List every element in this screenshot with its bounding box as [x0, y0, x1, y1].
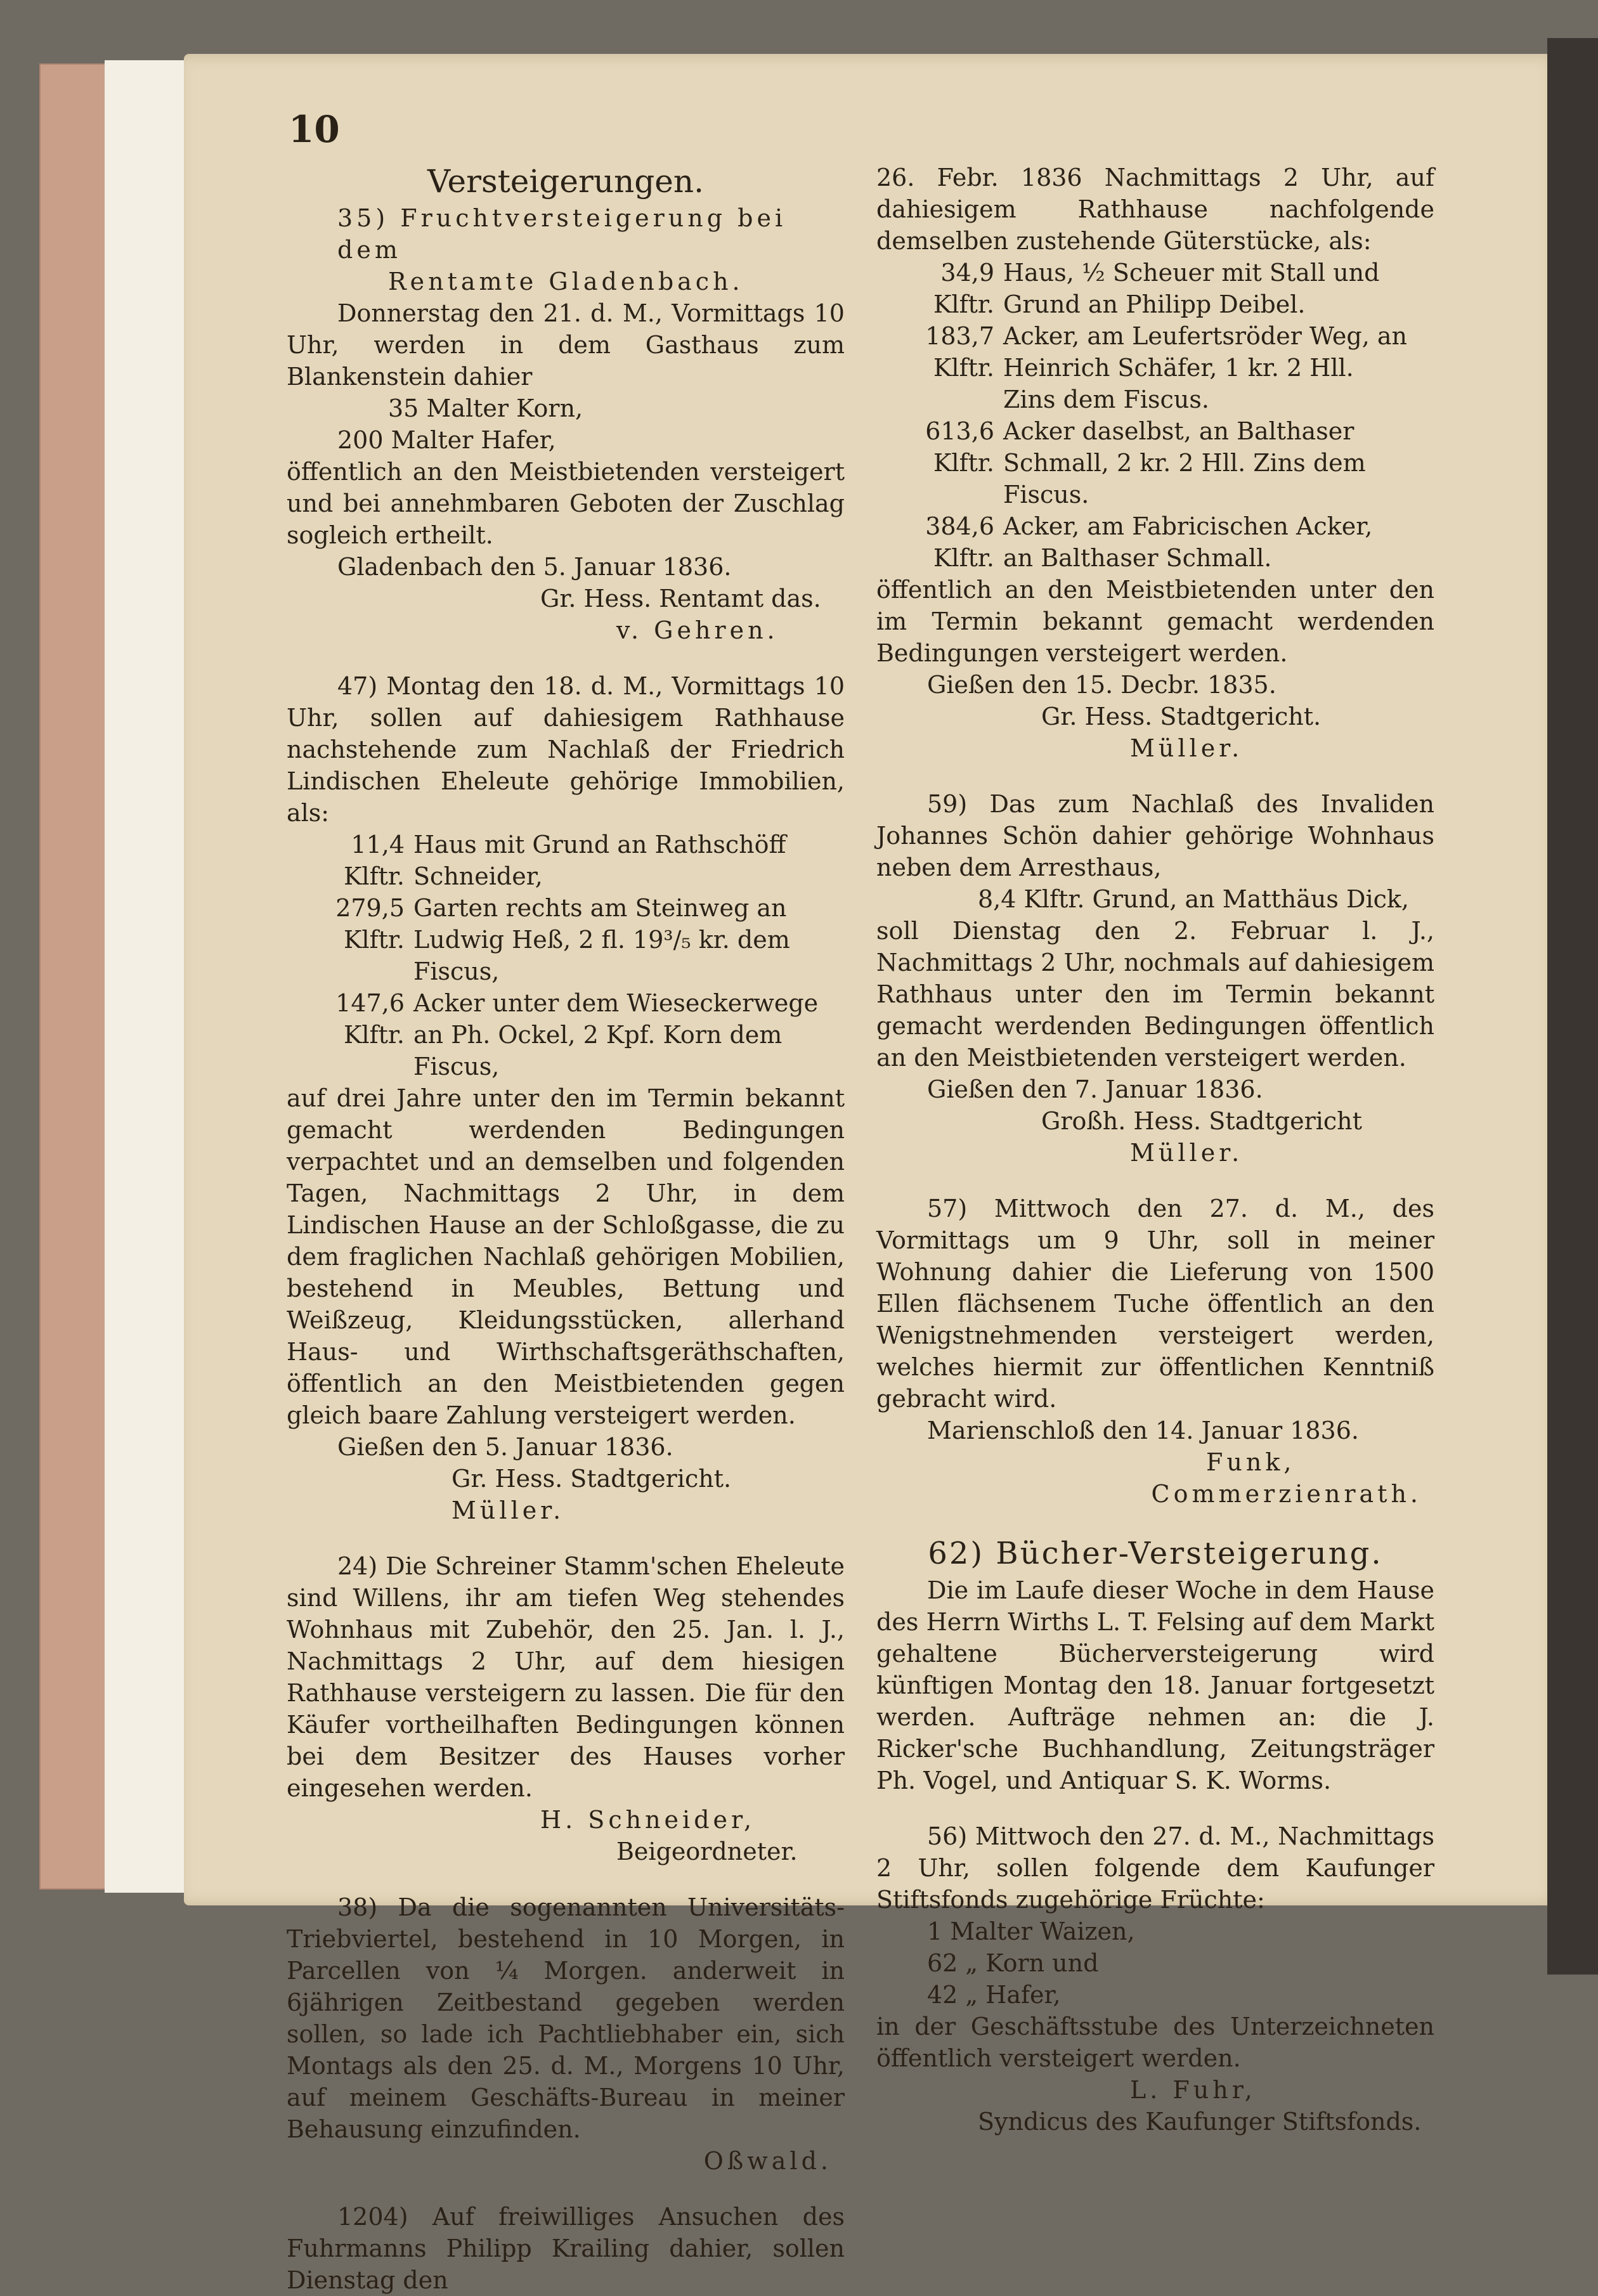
notice-1204-body: 1204) Auf freiwilliges Ansuchen des Fuhrmanns Philipp Krailing dahier, sollen Dienstag den: [287, 2203, 845, 2294]
notice-57-signature: Funk,: [1206, 1448, 1296, 1476]
spacer: [287, 646, 845, 670]
entry-text: Haus mit Grund an Rathschöff Schneider,: [413, 831, 786, 890]
notice-56-item: 42 „ Hafer,: [927, 1981, 1061, 2009]
notice-56-item: 1 Malter Waizen,: [927, 1917, 1135, 1945]
notice-35-item: 35 Malter Korn,: [388, 394, 583, 422]
entry-text: Acker, am Fabricischen Acker, an Balthaser Schmall.: [1003, 512, 1373, 572]
notice-59-signature: Müller.: [1130, 1139, 1244, 1167]
spacer: [876, 1796, 1434, 1820]
page-number: 10: [289, 108, 340, 151]
entry-text: Garten rechts am Steinweg an Ludwig Heß, 2 fl. 19³/₅ kr. dem Fiscus,: [413, 894, 790, 985]
notice-continued-entry: [876, 415, 1434, 510]
left-column: [287, 162, 845, 2296]
notice-35-body: öffentlich an den Meistbietenden versteigert und bei annehmbaren Geboten der Zuschlag sogleich ertheilt.: [287, 458, 845, 549]
entry-area: 183,7 Klftr.: [925, 322, 994, 382]
entry-area: 613,6 Klftr.: [925, 417, 994, 477]
notice-35-place-date: Gladenbach den 5. Januar 1836.: [337, 553, 732, 581]
right-column: [876, 162, 1434, 2137]
notice-35-office: Gr. Hess. Rentamt das.: [540, 585, 821, 613]
section-heading: Versteigerungen.: [427, 163, 704, 200]
entry-text: Acker, am Leufertsröder Weg, an Heinrich Schäfer, 1 kr. 2 Hll. Zins dem Fiscus.: [1003, 322, 1408, 413]
notice-57-title: Commerzienrath.: [1151, 1480, 1422, 1508]
spacer: [876, 1169, 1434, 1193]
entry-area: 34,9 Klftr.: [933, 259, 994, 318]
notice-35-signature: v. Gehren.: [616, 616, 779, 644]
notice-47-entry: [287, 829, 845, 892]
notice-continued-place-date: Gießen den 15. Decbr. 1835.: [927, 671, 1276, 699]
notice-47-office: Gr. Hess. Stadtgericht.: [451, 1465, 732, 1493]
notice-continued-body: 26. Febr. 1836 Nachmittags 2 Uhr, auf dahiesigem Rathhause nachfolgende demselben zustehende Güterstücke, als:: [876, 164, 1434, 255]
notice-59-place-date: Gießen den 7. Januar 1836.: [927, 1075, 1263, 1103]
notice-59-body: soll Dienstag den 2. Februar l. J., Nachmittags 2 Uhr, nochmals auf dahiesigem Rathhaus unter den im Termin bekannt gemacht werdenden Bedingungen öffentlich an den Meistbietenden versteigert werden.: [876, 917, 1434, 1072]
notice-38-signature: Oßwald.: [703, 2147, 832, 2175]
notice-35-title: 35) Fruchtversteigerung bei dem: [337, 204, 787, 264]
notice-47-place-date: Gießen den 5. Januar 1836.: [337, 1433, 673, 1461]
notice-35-body: Donnerstag den 21. d. M., Vormittags 10 Uhr, werden in dem Gasthaus zum Blankenstein dahier: [287, 299, 845, 391]
notice-56-signature: L. Fuhr,: [1130, 2076, 1256, 2104]
entry-text: Acker daselbst, an Balthaser Schmall, 2 kr. 2 Hll. Zins dem Fiscus.: [1003, 417, 1366, 509]
notice-59-office: Großh. Hess. Stadtgericht: [1041, 1107, 1362, 1135]
notice-continued-signature: Müller.: [1130, 734, 1244, 762]
notice-56-body: 56) Mittwoch den 27. d. M., Nachmittags 2 Uhr, sollen folgende dem Kaufunger Stiftsfonds zugehörige Früchte:: [876, 1822, 1434, 1914]
notice-continued-office: Gr. Hess. Stadtgericht.: [1041, 703, 1322, 730]
entry-area: 11,4 Klftr.: [344, 831, 405, 890]
entry-text: Haus, ½ Scheuer mit Stall und Grund an Philipp Deibel.: [1003, 259, 1380, 318]
spacer: [287, 1867, 845, 1891]
notice-59-body: 59) Das zum Nachlaß des Invaliden Johannes Schön dahier gehörige Wohnhaus neben dem Arresthaus,: [876, 790, 1434, 881]
spacer: [876, 1510, 1434, 1534]
notice-56-body: in der Geschäftsstube des Unterzeichneten öffentlich versteigert werden.: [876, 2013, 1434, 2072]
notice-62-body: Die im Laufe dieser Woche in dem Hause des Herrn Wirths L. T. Felsing auf dem Markt gehaltene Bücherversteigerung wird künftigen Montag den 18. Januar fortgesetzt werden. Aufträge nehmen an: die J. Ricker'sche Buchhandlung, Zeitungsträger Ph. Vogel, und Antiquar S. K. Worms.: [876, 1576, 1434, 1794]
spacer: [287, 2177, 845, 2201]
notice-24-body: 24) Die Schreiner Stamm'schen Eheleute sind Willens, ihr am tiefen Weg stehendes Wohnhaus mit Zubehör, den 25. Jan. l. J., Nachmittags 2 Uhr, auf dem hiesigen Rathhause versteigern zu lassen. Die für den Käufer vortheilhaften Bedingungen können bei dem Besitzer des Hauses vorher eingesehen werden.: [287, 1552, 845, 1802]
notice-47-signature: Müller.: [451, 1496, 565, 1524]
notice-59-item: 8,4 Klftr. Grund, an Matthäus Dick,: [978, 885, 1409, 913]
notice-continued-entry: [876, 510, 1434, 574]
book-spine: [1547, 38, 1598, 1975]
notice-continued-body: öffentlich an den Meistbietenden unter den im Termin bekannt gemacht werdenden Bedingungen versteigert werden.: [876, 576, 1434, 667]
notice-47-entry: [287, 892, 845, 987]
notice-56-item: 62 „ Korn und: [927, 1949, 1099, 1977]
notice-continued-entry: [876, 257, 1434, 320]
entry-area: 147,6 Klftr.: [335, 989, 405, 1049]
notice-38-body: 38) Da die sogenannten Universitäts-Triebviertel, bestehend in 10 Morgen, in Parcellen von ¼ Morgen. anderweit in 6jährigen Zeitbestand gegeben werden sollen, so lade ich Pachtliebhaber ein, sich Montags als den 25. d. M., Morgens 10 Uhr, auf meinem Geschäfts-Bureau in meiner Behausung einzufinden.: [287, 1893, 845, 2143]
notice-57-place-date: Marienschloß den 14. Januar 1836.: [927, 1417, 1359, 1444]
entry-text: Acker unter dem Wieseckerwege an Ph. Ockel, 2 Kpf. Korn dem Fiscus,: [413, 989, 819, 1080]
entry-area: 279,5 Klftr.: [335, 894, 405, 954]
notice-62-heading: 62) Bücher-Versteigerung.: [928, 1536, 1383, 1571]
notice-57-body: 57) Mittwoch den 27. d. M., des Vormittags um 9 Uhr, soll in meiner Wohnung dahier die Lieferung von 1500 Ellen flächsenem Tuche öffentlich an den Wenigstnehmenden versteigert werden, welches hiermit zur öffentlichen Kenntniß gebracht wird.: [876, 1195, 1434, 1413]
notice-24-signature: H. Schneider,: [540, 1806, 756, 1834]
notice-47-body: 47) Montag den 18. d. M., Vormittags 10 Uhr, sollen auf dahiesigem Rathhause nachstehende zum Nachlaß der Friedrich Lindischen Eheleute gehörige Immobilien, als:: [287, 672, 845, 827]
notice-35-subtitle: Rentamte Gladenbach.: [388, 268, 744, 295]
spacer: [287, 1526, 845, 1550]
notice-35-item: 200 Malter Hafer,: [337, 426, 556, 454]
notice-47-entry: [287, 987, 845, 1082]
entry-area: 384,6 Klftr.: [925, 512, 994, 572]
notice-56-title: Syndicus des Kaufunger Stiftsfonds.: [978, 2108, 1422, 2136]
spacer: [876, 764, 1434, 788]
notice-47-body: auf drei Jahre unter den im Termin bekannt gemacht werdenden Bedingungen verpachtet und an demselben und folgenden Tagen, Nachmittags 2 Uhr, in dem Lindischen Hause an der Schloßgasse, die zu dem fraglichen Nachlaß gehörigen Mobilien, bestehend in Meubles, Bettung und Weißzeug, Kleidungsstücken, allerhand Haus- und Wirthschaftsgeräthschaften, öffentlich an den Meistbietenden gegen gleich baare Zahlung versteigert werden.: [287, 1084, 845, 1429]
notice-24-title: Beigeordneter.: [616, 1838, 798, 1865]
notice-continued-entry: [876, 320, 1434, 415]
